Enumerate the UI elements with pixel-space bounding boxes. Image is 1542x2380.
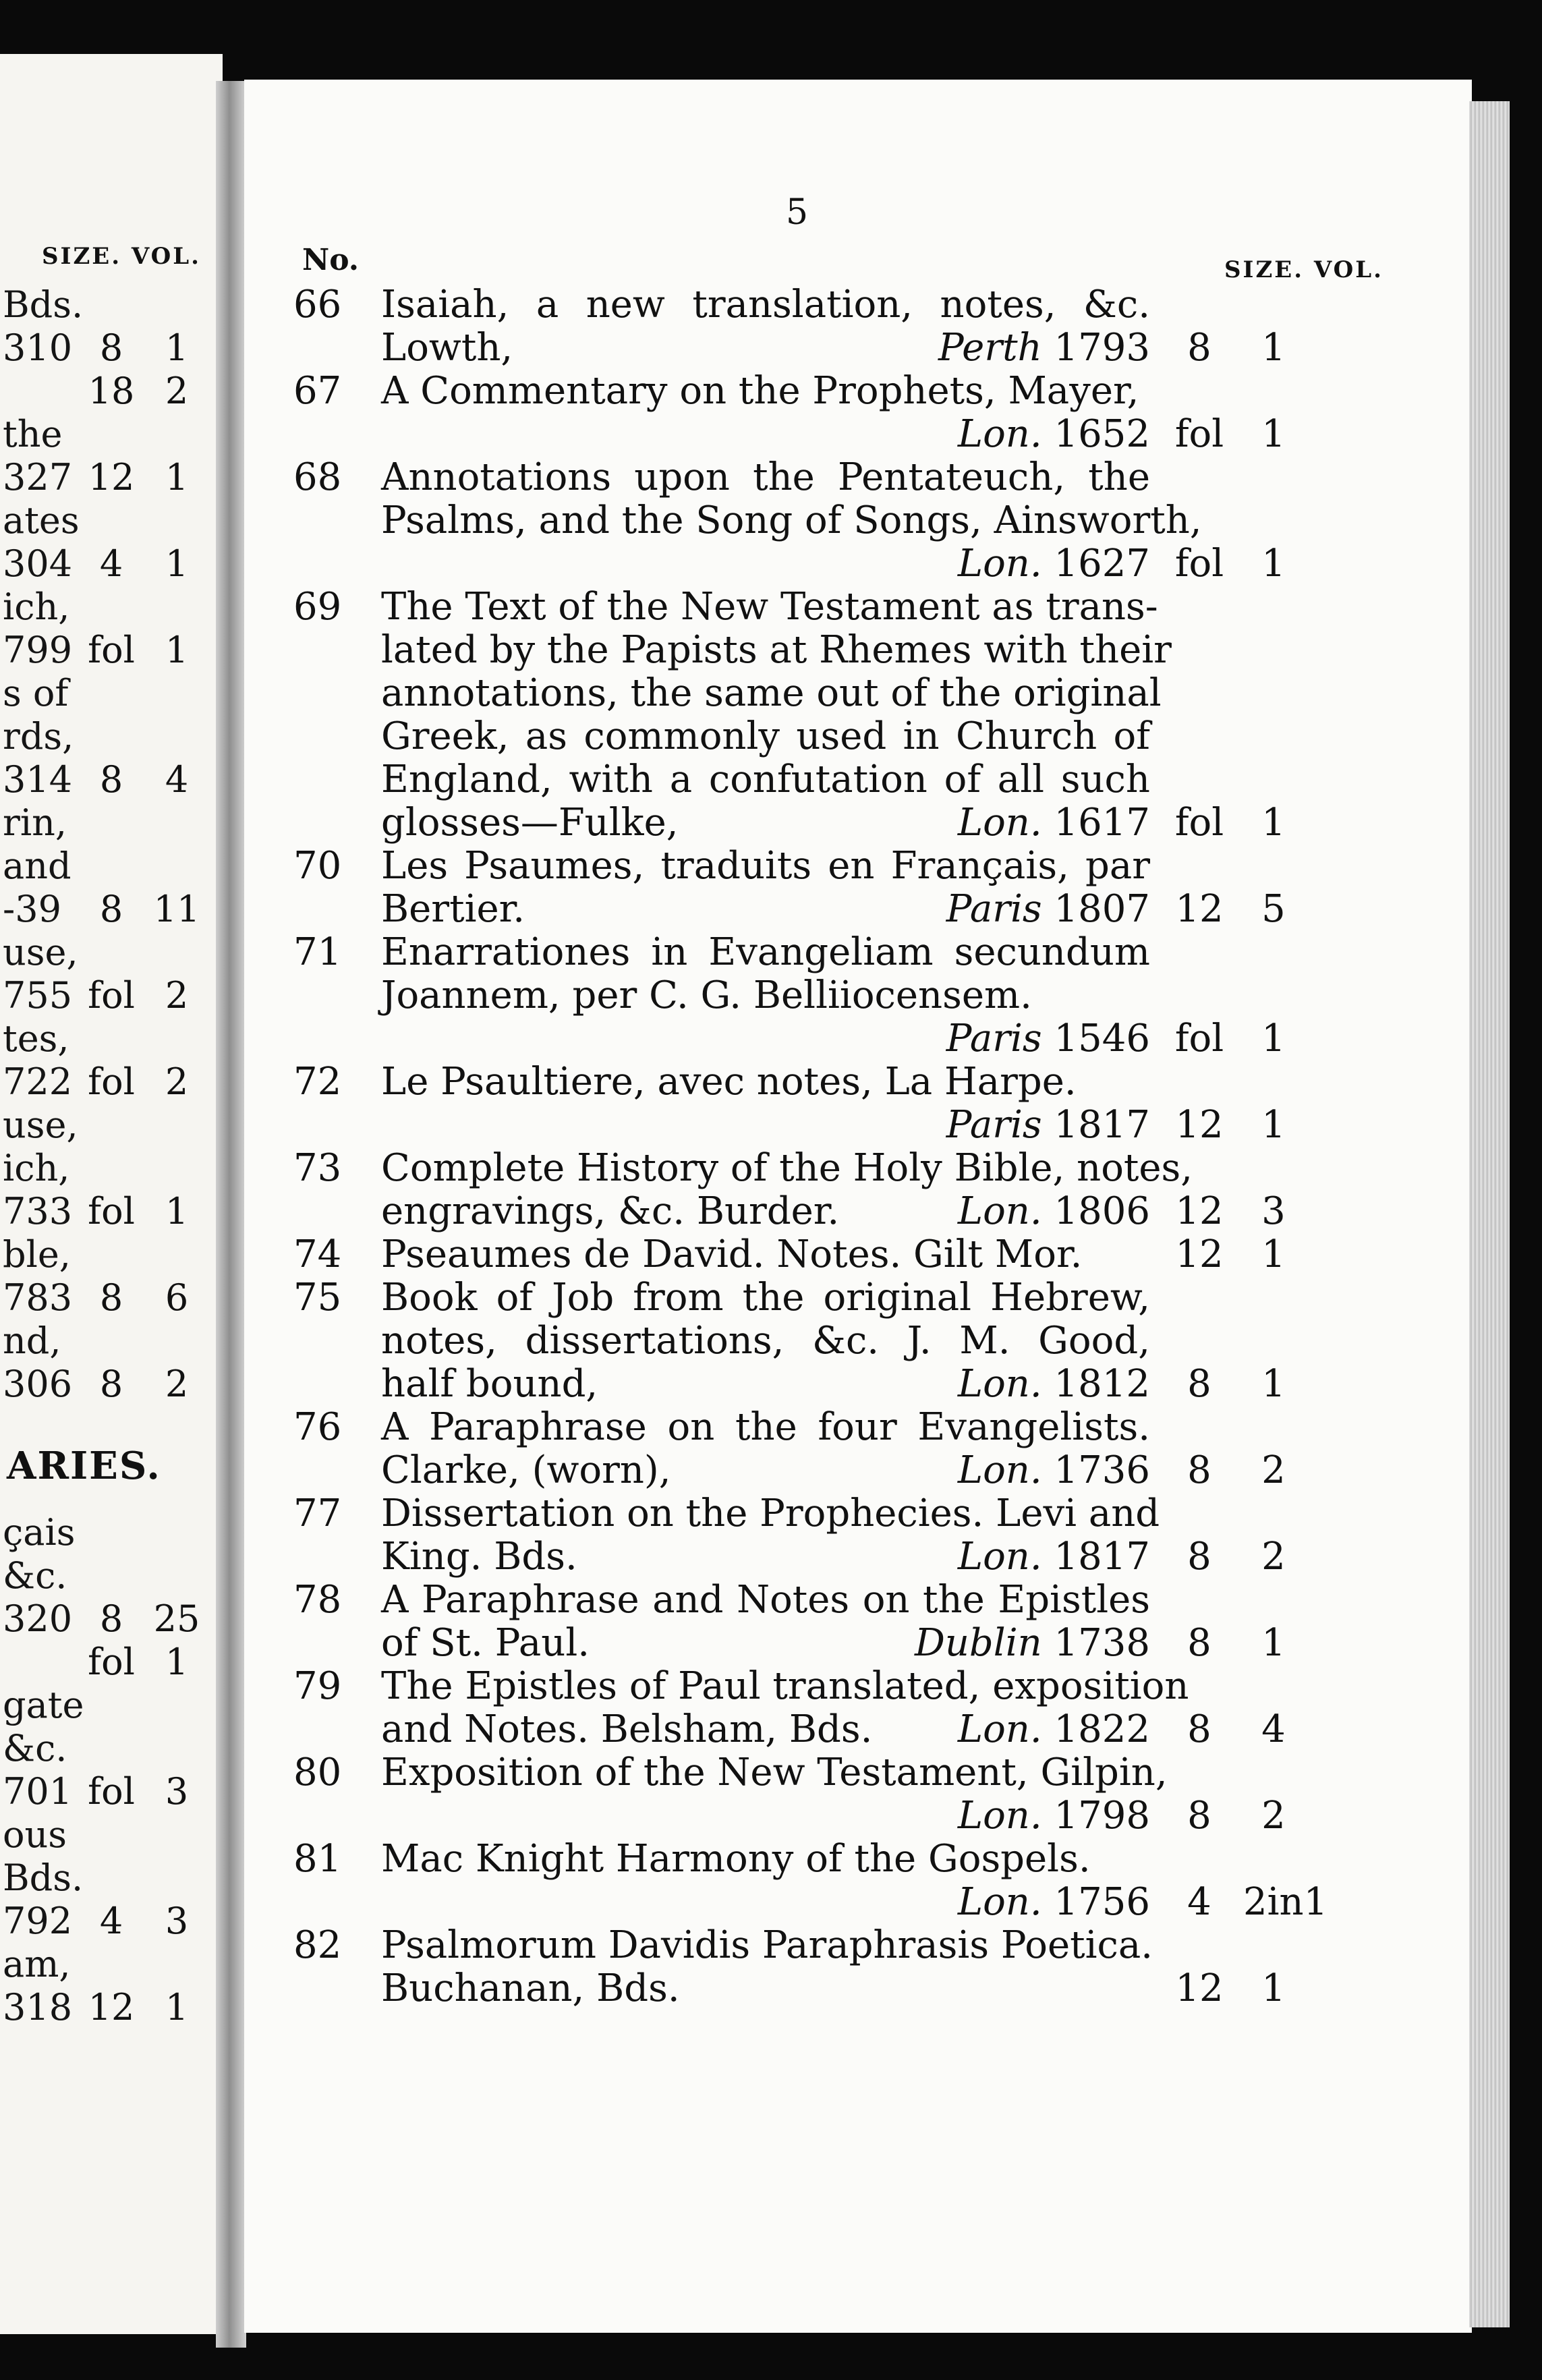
entry-year: 1736 (1041, 1448, 1150, 1492)
entry-place: Perth (938, 326, 1042, 370)
left-fragment-vol: 1 (165, 456, 189, 499)
entry-text-line: Book of Job from the original Hebrew, (381, 1276, 1150, 1320)
entry-size: 12 (1175, 1189, 1224, 1233)
left-fragment-text: Bds. (3, 283, 84, 326)
entry-vol: 1 (1261, 412, 1286, 456)
entry-size: 12 (1175, 1103, 1224, 1147)
entry-text-line: Les Psaumes, traduits en Français, par (381, 844, 1150, 888)
entry-vol: 1 (1261, 1621, 1286, 1665)
entry-size: 8 (1187, 326, 1211, 370)
left-fragment-vol: 1 (165, 1190, 189, 1232)
left-fragment-text: -39 (3, 888, 61, 930)
left-fragment-text: 722 (3, 1060, 73, 1103)
left-fragment-text: ates (3, 499, 80, 542)
entry-size: 8 (1187, 1707, 1211, 1751)
entry-number: 80 (293, 1751, 342, 1794)
entry-text-line: Clarke, (worn), (381, 1448, 671, 1492)
left-fragment-text: gate (3, 1684, 84, 1726)
entry-number: 71 (293, 930, 342, 974)
left-fragment-size: 4 (99, 542, 123, 585)
entry-size: fol (1174, 1017, 1224, 1060)
left-fragment-text: rin, (3, 801, 67, 844)
left-fragment-text: 755 (3, 974, 73, 1017)
entry-size: fol (1174, 801, 1224, 845)
entry-imprint (799, 1881, 1150, 1924)
entry-text-line: Bertier. (381, 887, 525, 931)
left-fragment-text: Bds. (3, 1857, 84, 1899)
book-gutter (216, 81, 246, 2348)
entry-year: 1738 (1041, 1621, 1150, 1665)
entry-place: Lon. (957, 1707, 1042, 1751)
entry-text-line: A Commentary on the Prophets, Mayer, (381, 369, 1139, 413)
entry-size: 8 (1187, 1621, 1211, 1665)
left-fragment-size: fol (88, 1641, 135, 1683)
left-fragment-text: 314 (3, 758, 73, 801)
entry-imprint (799, 1363, 1150, 1406)
left-column-header-size-vol: SIZE. VOL. (42, 243, 202, 270)
entry-year: 1822 (1041, 1707, 1150, 1751)
entry-number: 77 (293, 1492, 342, 1535)
left-section-heading: ARIES. (7, 1444, 161, 1488)
entry-text-line: Pseaumes de David. Notes. Gilt Mor. (381, 1232, 1083, 1276)
left-fragment-size: 8 (99, 1276, 123, 1319)
entry-year: 1756 (1041, 1880, 1150, 1924)
left-fragment-size: 8 (99, 888, 123, 930)
left-fragment-text: 792 (3, 1900, 73, 1942)
entry-size: fol (1174, 412, 1224, 456)
entry-imprint (799, 327, 1150, 370)
left-fragment-vol: 11 (153, 888, 200, 930)
left-fragment-text: 318 (3, 1986, 73, 2029)
entry-size: fol (1174, 542, 1224, 586)
left-fragment-text: 320 (3, 1597, 73, 1640)
left-fragment-size: 12 (88, 1986, 135, 2029)
entry-imprint (799, 1708, 1150, 1751)
entry-year: 1817 (1041, 1535, 1150, 1579)
left-fragment-text: 310 (3, 327, 73, 369)
entry-text-line: half bound, (381, 1362, 598, 1406)
entry-size: 8 (1187, 1794, 1211, 1838)
left-fragment-text: am, (3, 1943, 71, 1985)
entry-number: 66 (293, 283, 342, 327)
entry-text-line: Buchanan, Bds. (381, 1966, 680, 2010)
entry-imprint (799, 413, 1150, 456)
entry-imprint (799, 1104, 1150, 1147)
entry-vol: 2 (1261, 1794, 1286, 1838)
entry-text-line: of St. Paul. (381, 1621, 590, 1665)
entry-text-line: Lowth, (381, 326, 513, 370)
entry-text-line: glosses—Fulke, (381, 801, 679, 845)
entry-text-line: Mac Knight Harmony of the Gospels. (381, 1837, 1091, 1881)
left-fragment-vol: 25 (153, 1597, 200, 1640)
entry-text-line: The Text of the New Testament as trans- (381, 585, 1158, 629)
entry-text-line: Joannem, per C. G. Belliiocensem. (381, 973, 1032, 1017)
entry-vol: 2 (1261, 1448, 1286, 1492)
left-fragment-text: &c. (3, 1554, 67, 1597)
entry-text-line: engravings, &c. Burder. (381, 1189, 840, 1233)
left-fragment-text: 799 (3, 629, 73, 671)
left-fragment-vol: 2 (165, 1060, 189, 1103)
entry-size: 8 (1187, 1448, 1211, 1492)
left-fragment-size: 8 (99, 327, 123, 369)
left-fragment-text: tes, (3, 1017, 69, 1060)
entry-place: Paris (946, 1103, 1042, 1147)
entry-text-line: A Paraphrase and Notes on the Epistles (381, 1578, 1150, 1622)
entry-text-line: and Notes. Belsham, Bds. (381, 1707, 873, 1751)
entry-imprint (799, 542, 1150, 586)
entry-vol: 1 (1261, 1966, 1286, 2010)
left-fragment-vol: 2 (165, 974, 189, 1017)
entry-vol: 1 (1261, 1017, 1286, 1060)
left-fragment-text: &c. (3, 1727, 67, 1769)
left-fragment-text: 306 (3, 1363, 73, 1405)
left-fragment-vol: 3 (165, 1900, 189, 1942)
entry-vol: 1 (1261, 542, 1286, 586)
entry-size: 12 (1175, 1966, 1224, 2010)
entry-text-line: Greek, as commonly used in Church of (381, 714, 1150, 758)
entry-text-line: Exposition of the New Testament, Gilpin, (381, 1751, 1168, 1794)
left-fragment-text: ble, (3, 1233, 71, 1276)
entry-imprint (799, 1622, 1150, 1665)
left-fragment-vol: 1 (165, 1641, 189, 1683)
entry-place: Paris (946, 887, 1042, 931)
entry-year: 1617 (1041, 801, 1150, 845)
left-fragment-text: nd, (3, 1320, 61, 1362)
entry-text-line: Annotations upon the Pentateuch, the (381, 455, 1150, 499)
entry-text-line: England, with a confutation of all such (381, 758, 1150, 801)
left-fragment-size: 12 (88, 456, 135, 499)
left-fragment-vol: 2 (165, 1363, 189, 1405)
left-fragment-size: 8 (99, 1597, 123, 1640)
left-fragment-text: ous (3, 1813, 67, 1856)
entry-vol: 1 (1261, 1232, 1286, 1276)
entry-imprint (799, 1535, 1150, 1579)
entry-imprint (799, 888, 1150, 931)
entry-year: 1806 (1041, 1189, 1150, 1233)
left-fragment-size: 8 (99, 1363, 123, 1405)
entry-place: Lon. (957, 1535, 1042, 1579)
left-fragment-vol: 2 (165, 370, 189, 412)
entry-text-line: King. Bds. (381, 1535, 577, 1579)
left-fragment-text: use, (3, 1104, 78, 1146)
entry-size: 12 (1175, 1232, 1224, 1276)
entry-number: 67 (293, 369, 342, 413)
entry-number: 79 (293, 1664, 342, 1708)
entry-text-line: Dissertation on the Prophecies. Levi and (381, 1492, 1160, 1535)
left-fragment-vol: 1 (165, 629, 189, 671)
entry-text-line: Le Psaultiere, avec notes, La Harpe. (381, 1060, 1077, 1104)
entry-year: 1793 (1041, 326, 1150, 370)
entry-number: 74 (293, 1232, 342, 1276)
left-fragment-vol: 1 (165, 1986, 189, 2029)
left-fragment-vol: 6 (165, 1276, 189, 1319)
entry-number: 69 (293, 585, 342, 629)
left-fragment-size: fol (88, 1190, 135, 1232)
column-header-size-vol: SIZE. VOL. (1224, 256, 1384, 283)
left-fragment-text: 733 (3, 1190, 73, 1232)
entry-vol: 2 (1261, 1535, 1286, 1579)
entry-number: 76 (293, 1405, 342, 1449)
left-fragment-text: use, (3, 931, 78, 973)
entry-text-line: Psalmorum Davidis Paraphrasis Poetica. (381, 1923, 1153, 1967)
left-fragment-text: 701 (3, 1770, 73, 1813)
left-fragment-size: 18 (88, 370, 135, 412)
entry-place: Lon. (957, 1448, 1042, 1492)
entry-place: Lon. (957, 1794, 1042, 1838)
entry-number: 78 (293, 1578, 342, 1622)
entry-place: Lon. (957, 1362, 1042, 1406)
entry-size: 8 (1187, 1535, 1211, 1579)
entry-number: 73 (293, 1146, 342, 1190)
column-header-no: No. (302, 243, 360, 277)
entry-place: Dublin (914, 1621, 1042, 1665)
entry-place: Lon. (957, 1880, 1042, 1924)
page-edges (1469, 101, 1510, 2327)
entry-text-line: Complete History of the Holy Bible, notes, (381, 1146, 1193, 1190)
entry-vol: 5 (1261, 887, 1286, 931)
left-fragment-vol: 3 (165, 1770, 189, 1813)
left-fragment-text: and (3, 845, 72, 887)
entry-place: Lon. (957, 542, 1042, 586)
entry-text-line: A Paraphrase on the four Evangelists. (381, 1405, 1150, 1449)
left-fragment-text: 327 (3, 456, 73, 499)
left-fragment-text: 304 (3, 542, 73, 585)
left-fragment-size: fol (88, 974, 135, 1017)
entry-imprint (799, 1794, 1150, 1838)
entry-vol: 4 (1261, 1707, 1286, 1751)
entry-imprint (799, 1190, 1150, 1233)
entry-text-line: Psalms, and the Song of Songs, Ainsworth, (381, 499, 1202, 542)
entry-size: 8 (1187, 1362, 1211, 1406)
entry-vol: 1 (1261, 801, 1286, 845)
entry-text-line: Enarrationes in Evangeliam secundum (381, 930, 1150, 974)
left-fragment-size: 4 (99, 1900, 123, 1942)
page-number: 5 (786, 192, 809, 233)
entry-imprint (799, 801, 1150, 845)
entry-number: 68 (293, 455, 342, 499)
entry-size: 4 (1187, 1880, 1211, 1924)
entry-text-line: Isaiah, a new translation, notes, &c. (381, 283, 1150, 327)
left-fragment-text: çais (3, 1511, 76, 1554)
entry-year: 1817 (1041, 1103, 1150, 1147)
left-fragment-text: ich, (3, 1147, 70, 1189)
entry-text-line: annotations, the same out of the original (381, 671, 1162, 715)
left-fragment-size: fol (88, 1770, 135, 1813)
entry-year: 1627 (1041, 542, 1150, 586)
left-fragment-text: rds, (3, 715, 74, 758)
entry-size: 12 (1175, 887, 1224, 931)
entry-place: Lon. (957, 412, 1042, 456)
left-fragment-size: fol (88, 1060, 135, 1103)
entry-year: 1546 (1041, 1017, 1150, 1060)
left-fragment-size: fol (88, 629, 135, 671)
entry-year: 1812 (1041, 1362, 1150, 1406)
left-fragment-vol: 1 (165, 327, 189, 369)
left-fragment-text: ich, (3, 586, 70, 628)
entry-number: 72 (293, 1060, 342, 1104)
entry-vol: 1 (1261, 1103, 1286, 1147)
entry-vol: 1 (1261, 326, 1286, 370)
entry-text-line: The Epistles of Paul translated, exposition (381, 1664, 1189, 1708)
entry-number: 70 (293, 844, 342, 888)
entry-imprint (799, 1449, 1150, 1492)
entry-vol: 3 (1261, 1189, 1286, 1233)
entry-imprint (799, 1017, 1150, 1060)
entry-vol: 2in1 (1243, 1880, 1328, 1924)
entry-year: 1652 (1041, 412, 1150, 456)
left-fragment-text: the (3, 413, 63, 455)
entry-text-line: lated by the Papists at Rhemes with their (381, 628, 1172, 672)
entry-text-line: notes, dissertations, &c. J. M. Good, (381, 1319, 1150, 1363)
left-fragment-vol: 4 (165, 758, 189, 801)
entry-place: Lon. (957, 801, 1042, 845)
entry-year: 1807 (1041, 887, 1150, 931)
entry-vol: 1 (1261, 1362, 1286, 1406)
entry-number: 82 (293, 1923, 342, 1967)
entry-place: Paris (946, 1017, 1042, 1060)
entry-number: 75 (293, 1276, 342, 1320)
left-fragment-size: 8 (99, 758, 123, 801)
entry-year: 1798 (1041, 1794, 1150, 1838)
left-fragment-text: s of (3, 672, 69, 714)
left-fragment-vol: 1 (165, 542, 189, 585)
entry-number: 81 (293, 1837, 342, 1881)
entry-place: Lon. (957, 1189, 1042, 1233)
left-fragment-text: 783 (3, 1276, 73, 1319)
